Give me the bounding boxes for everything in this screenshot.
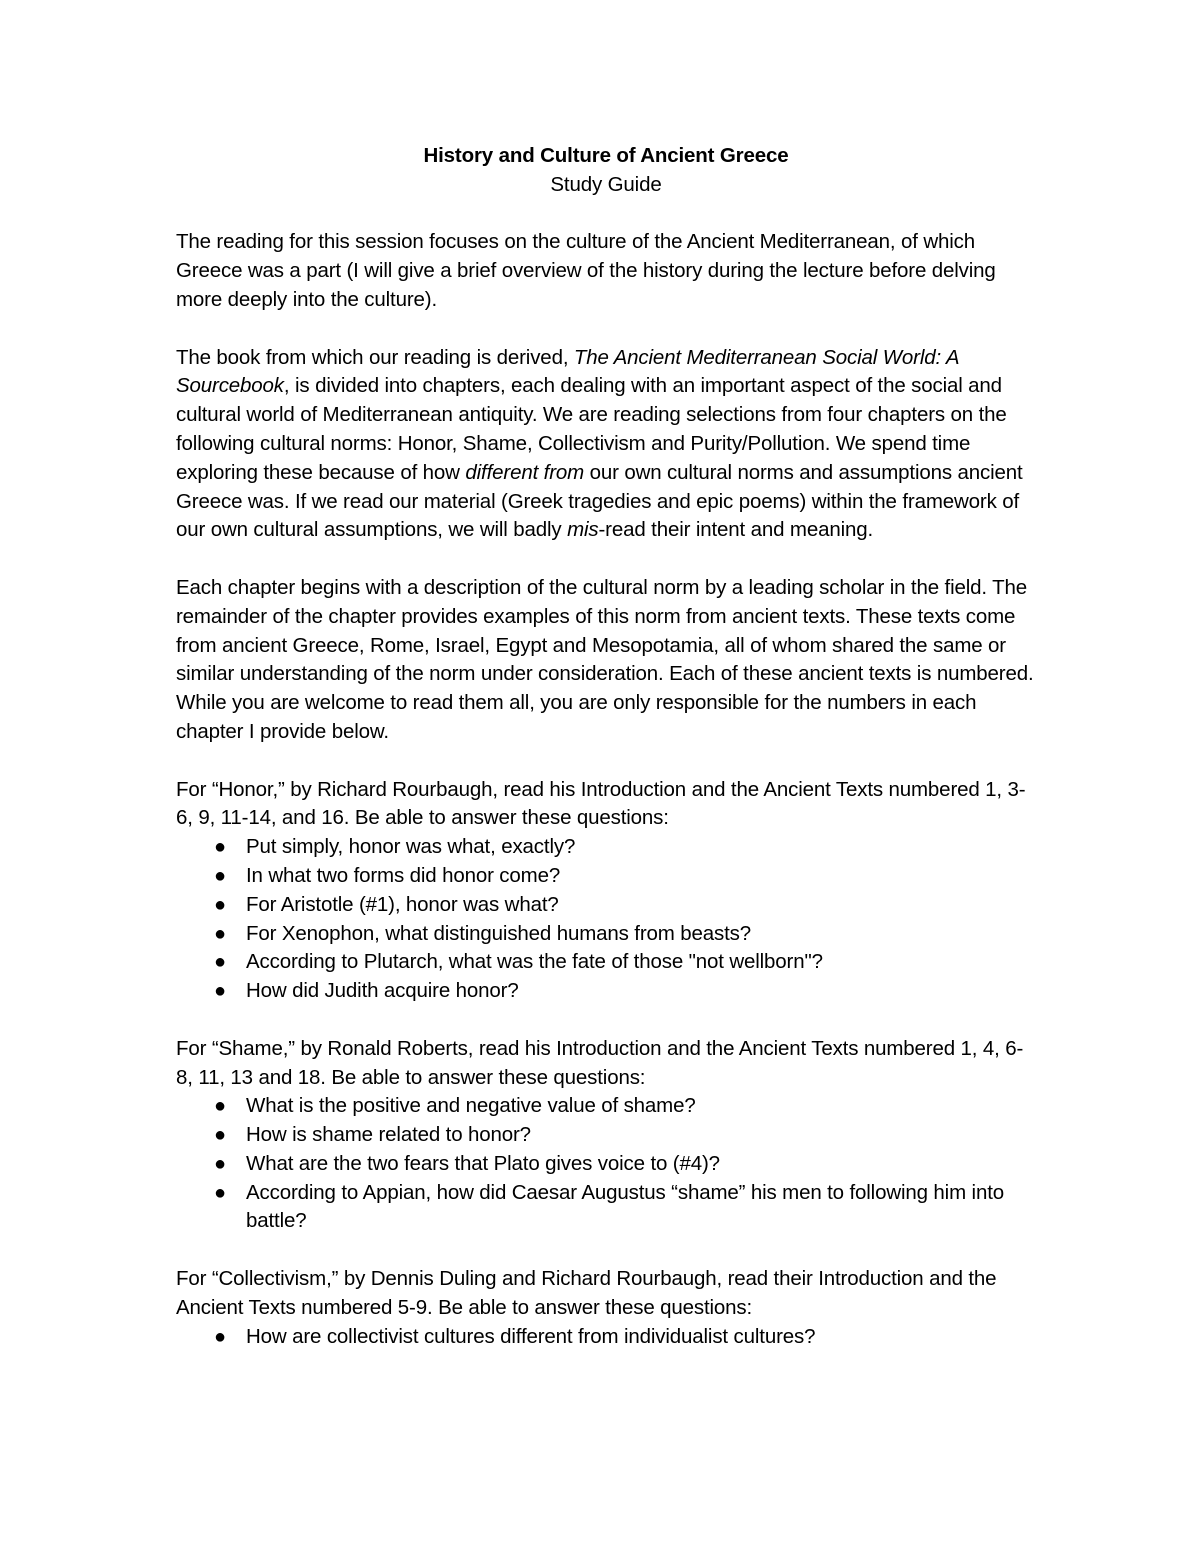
bullet-icon: ● [214,951,226,974]
bullet-icon: ● [214,1181,226,1204]
book-title: The Ancient Mediterranean Social World: A Sourcebook [176,345,959,398]
question-item [176,1121,1036,1150]
bullet-icon: ● [214,922,226,945]
question-text: According to Appian, how did Caesar Augustus “shame” his men to following him into battle? [246,1180,1005,1233]
question-text: Put simply, honor was what, exactly? [246,835,576,859]
book-text-1: The book from which our reading is derived, [176,345,574,369]
shame-lead: For “Shame,” by Ronald Roberts, read his Introduction and the Ancient Texts numbered 1, 4, 6-8, 11, 13 and 18. Be able to answer these questions: [176,1036,1024,1089]
document-subtitle: Study Guide [550,172,662,196]
collectivism-lead: For “Collectivism,” by Dennis Duling and Richard Rourbaugh, read their Introduction and the Ancient Texts numbered 5-9. Be able to answer these questions: [176,1267,997,1319]
collectivism-questions [176,1323,1036,1352]
honor-questions [176,833,1036,1006]
question-item [176,862,1036,891]
book-paragraph [176,344,1036,546]
book-emphasis: different from [465,460,585,484]
question-item [176,1323,1036,1352]
bullet-icon: ● [214,864,226,887]
question-item [176,1179,1036,1237]
book-mis: mis [567,518,599,542]
question-text: How are collectivist cultures different from individualist cultures? [246,1324,816,1348]
intro-paragraph: The reading for this session focuses on the culture of the Ancient Mediterranean, of which Greece was a part (I will give a brief overview of the history during the lecture before delving more deeply into the culture). [176,230,996,311]
question-item [176,920,1036,949]
document-title: History and Culture of Ancient Greece [423,144,789,167]
book-text-2: , is divided into chapters, each dealing with an important aspect of the social and cultural world of Mediterranean antiquity. We are reading selections from four chapters on the following cultural norms: Honor, Shame, Collectivism and Purity/Pollution. We spend time exploring these because of how [176,374,1007,484]
question-item [176,1092,1036,1121]
bullet-icon: ● [214,1095,226,1118]
question-text: For Xenophon, what distinguished humans from beasts? [246,921,752,945]
question-text: For Aristotle (#1), honor was what? [246,892,559,916]
question-text: What is the positive and negative value of shame? [246,1094,696,1118]
bullet-icon: ● [214,836,226,859]
bullet-icon: ● [214,1152,226,1175]
question-text: What are the two fears that Plato gives voice to (#4)? [246,1151,720,1175]
question-text: How did Judith acquire honor? [246,979,519,1003]
honor-lead: For “Honor,” by Richard Rourbaugh, read his Introduction and the Ancient Texts numbered 1, 3-6, 9, 11-14, and 16. Be able to answer these questions: [176,777,1026,830]
question-item [176,833,1036,862]
question-item [176,891,1036,920]
question-item [176,1150,1036,1179]
bullet-icon: ● [214,1124,226,1147]
question-text: In what two forms did honor come? [246,863,561,887]
shame-questions [176,1092,1036,1236]
question-text: How is shame related to honor? [246,1123,531,1147]
bullet-icon: ● [214,893,226,916]
question-item [176,948,1036,977]
book-text-4: -read their intent and meaning. [598,518,874,542]
book-text-3: our own cultural norms and assumptions ancient Greece was. If we read our material (Greek tragedies and epic poems) within the framework of our own cultural assumptions, we will badly [176,460,1023,542]
bullet-icon: ● [214,980,226,1003]
chapters-paragraph: Each chapter begins with a description of the cultural norm by a leading scholar in the field. The remainder of the chapter provides examples of this norm from ancient texts. These texts come from ancient Greece, Rome, Israel, Egypt and Mesopotamia, all of whom shared the same or similar understanding of the norm under consideration. Each of these ancient texts is numbered. While you are welcome to read them all, you are only responsible for the numbers in each chapter I provide below. [176,575,1034,743]
question-text: According to Plutarch, what was the fate of those "not wellborn"? [246,950,823,974]
question-item [176,977,1036,1006]
bullet-icon: ● [214,1325,226,1348]
document-page [176,142,1036,1351]
